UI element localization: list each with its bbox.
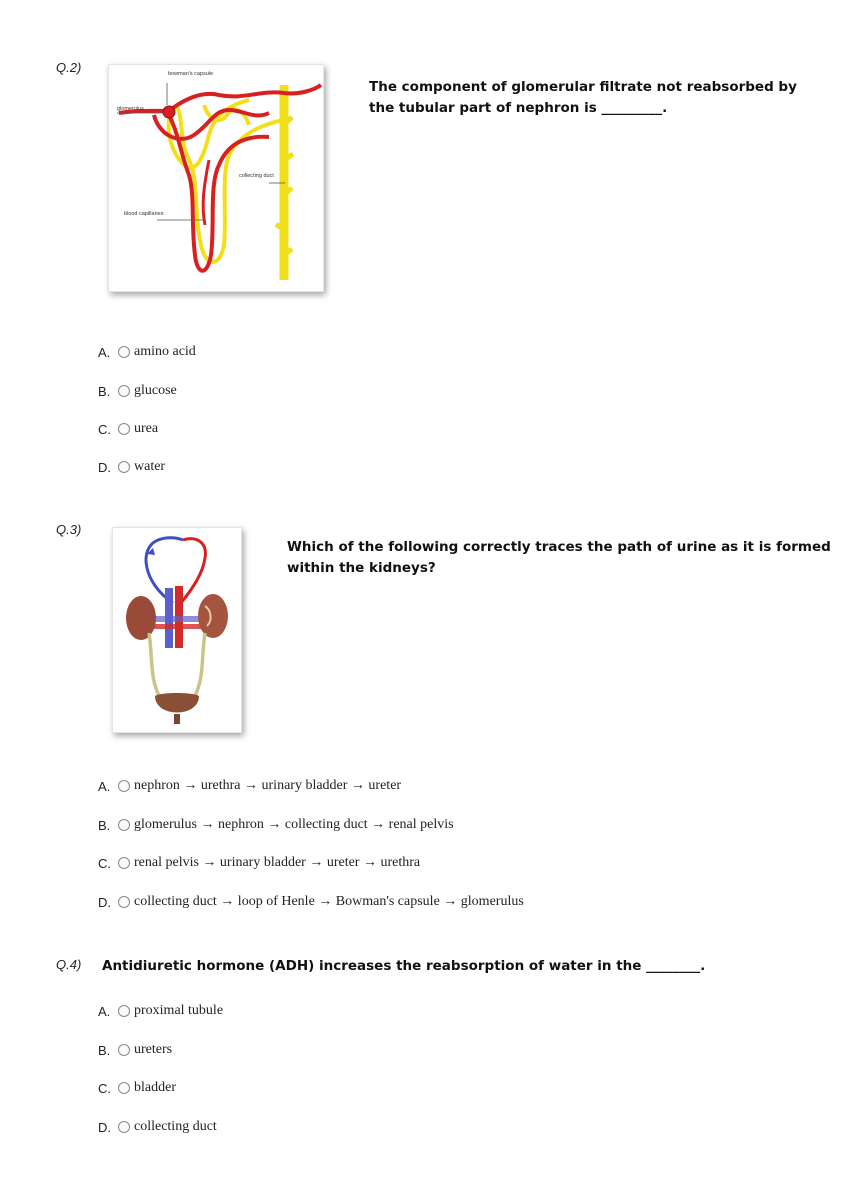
option-d[interactable]: D. collecting duct → loop of Henle → Bowman's capsule → glomerulus (98, 894, 524, 910)
option-a[interactable]: A. amino acid (98, 344, 196, 360)
option-b[interactable]: B. ureters (98, 1042, 173, 1058)
radio-button[interactable] (118, 1082, 130, 1094)
option-b[interactable]: B. glucose (98, 383, 177, 399)
question-number: Q.3) (56, 522, 82, 537)
option-c[interactable]: C. renal pelvis → urinary bladder → ureter → urethra (98, 855, 421, 871)
bowmans-capsule-label: bowman's capsule (168, 71, 214, 77)
radio-button[interactable] (118, 1121, 130, 1133)
radio-button[interactable] (118, 385, 130, 397)
question-number: Q.2) (56, 60, 82, 75)
option-a[interactable]: A. nephron → urethra → urinary bladder → ureter (98, 778, 402, 794)
option-d[interactable]: D. water (98, 459, 166, 475)
option-d[interactable]: D. collecting duct (98, 1119, 217, 1135)
question-text: The component of glomerular filtrate not reabsorbed by the tubular part of nephron is _________. (369, 79, 797, 116)
radio-button[interactable] (118, 423, 130, 435)
radio-button[interactable] (118, 857, 130, 869)
question-text: Which of the following correctly traces the path of urine as it is formed within the kidneys? (287, 539, 831, 576)
glomerulus-shape (163, 106, 175, 118)
radio-button[interactable] (118, 461, 130, 473)
radio-button[interactable] (118, 1044, 130, 1056)
radio-button[interactable] (118, 1005, 130, 1017)
urinary-system-diagram (112, 527, 242, 733)
option-c[interactable]: C. urea (98, 421, 159, 437)
blood-capillaries-label: blood capillaries (124, 211, 164, 217)
question-number: Q.4) (56, 957, 82, 972)
question-text: Antidiuretic hormone (ADH) increases the reabsorption of water in the ________. (102, 958, 706, 974)
radio-button[interactable] (118, 896, 130, 908)
collecting-duct-label: collecting duct (239, 173, 274, 179)
nephron-diagram (108, 64, 324, 292)
option-b[interactable]: B. glomerulus → nephron → collecting duct → renal pelvis (98, 817, 454, 833)
glomerulus-label: glomerulus (117, 106, 144, 112)
option-c[interactable]: C. bladder (98, 1080, 176, 1096)
radio-button[interactable] (118, 346, 130, 358)
radio-button[interactable] (118, 780, 130, 792)
radio-button[interactable] (118, 819, 130, 831)
option-a[interactable]: A. proximal tubule (98, 1003, 224, 1019)
